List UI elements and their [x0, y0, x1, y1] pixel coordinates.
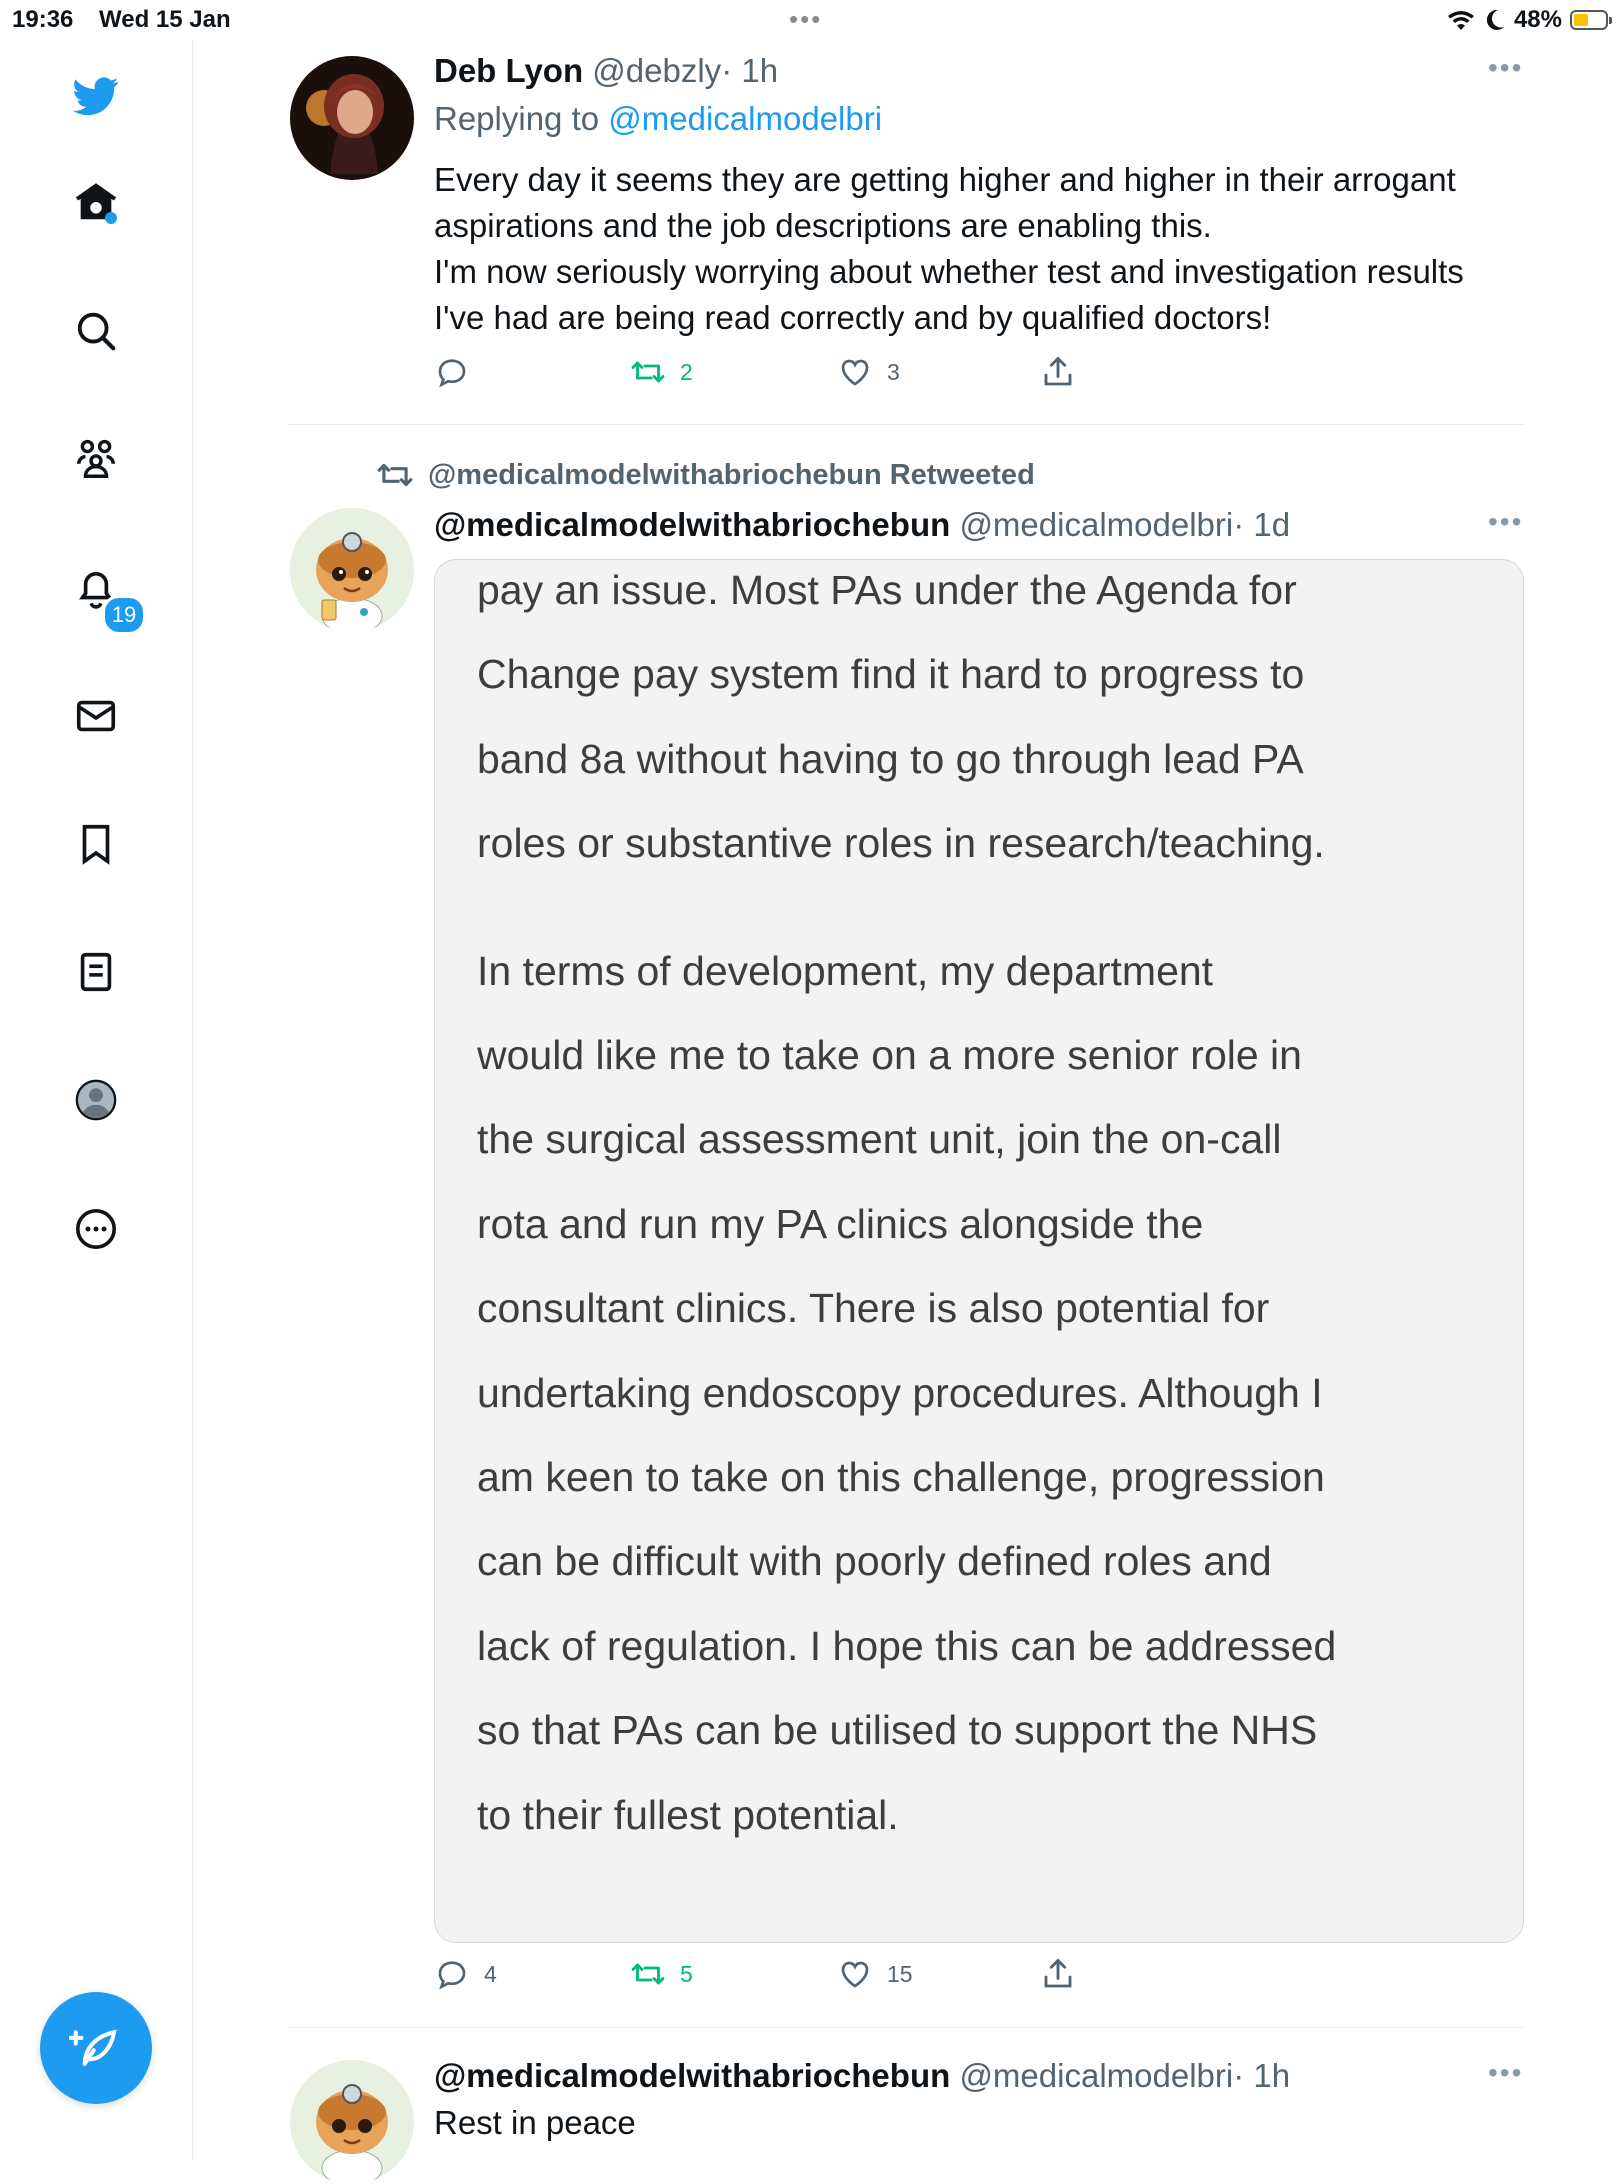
retweeted-by-label[interactable]: @medicalmodelwithabriochebun Retweeted — [428, 458, 1035, 491]
lists-icon — [73, 949, 119, 995]
status-indicators — [1446, 6, 1608, 34]
bookmarks-icon — [73, 821, 119, 867]
messages-icon — [73, 693, 119, 739]
retweeted-by — [376, 456, 1035, 494]
image-text-line: Change pay system find it hard to progress to — [477, 651, 1305, 698]
reply-icon — [434, 354, 470, 390]
like-button[interactable] — [837, 1956, 913, 1992]
retweet-icon — [630, 1956, 666, 1992]
share-button[interactable] — [1040, 354, 1076, 390]
reply-icon — [434, 1956, 470, 1992]
reply-button[interactable] — [434, 354, 484, 390]
nav-profile[interactable] — [68, 1072, 124, 1128]
unread-dot — [105, 212, 117, 224]
tweet-header — [434, 2057, 1290, 2095]
avatar[interactable] — [290, 56, 414, 180]
status-date: Wed 15 Jan — [99, 6, 231, 33]
tweet-text-line: I've had are being read correctly and by qualified doctors! — [434, 299, 1272, 336]
battery-percent: 48% — [1513, 6, 1562, 33]
avatar[interactable] — [290, 2060, 414, 2184]
tweet-more-icon[interactable]: ••• — [1488, 2057, 1524, 2088]
handle[interactable]: @medicalmodelbri — [959, 506, 1234, 543]
battery-icon — [1570, 10, 1608, 30]
share-icon — [1040, 354, 1076, 390]
tweet-text: Rest in peace — [434, 2104, 636, 2141]
retweet-button[interactable] — [630, 354, 693, 390]
nav-bookmarks[interactable] — [68, 816, 124, 872]
multitasking-dots-icon[interactable]: ••• — [789, 4, 823, 34]
paragraph-gap — [477, 886, 1487, 929]
image-text-line: rota and run my PA clinics alongside the — [477, 1200, 1204, 1247]
retweet-icon — [630, 354, 666, 390]
image-text-line: can be difficult with poorly defined roles and — [477, 1538, 1272, 1585]
tweet-text-line: aspirations and the job descriptions are enabling this. — [434, 207, 1212, 244]
replying-to — [434, 100, 882, 138]
more-icon — [73, 1206, 119, 1252]
nav-messages[interactable] — [68, 688, 124, 744]
image-text-line: pay an issue. Most PAs under the Agenda for — [477, 567, 1297, 613]
share-icon — [1040, 1956, 1076, 1992]
retweet-count: 5 — [680, 1960, 693, 1987]
status-time: 19:36 — [12, 6, 74, 33]
tweet-more-icon[interactable]: ••• — [1488, 52, 1524, 83]
profile-icon — [73, 1077, 119, 1123]
retweet-button[interactable] — [630, 1956, 693, 1992]
image-text-line: so that PAs can be utilised to support the NHS — [477, 1707, 1318, 1754]
tweet-divider — [288, 424, 1524, 425]
timestamp[interactable]: · 1h — [1233, 2057, 1291, 2094]
replying-handle-link[interactable]: @medicalmodelbri — [608, 100, 883, 137]
status-bar — [0, 0, 1620, 40]
heart-icon — [837, 1956, 873, 1992]
image-text-line: band 8a without having to go through lead PA — [477, 735, 1304, 782]
timestamp[interactable]: · 1d — [1233, 506, 1291, 543]
handle[interactable]: @debzly — [592, 52, 722, 89]
moon-icon — [1484, 8, 1506, 32]
tweet-text-line: I'm now seriously worrying about whether test and investigation results — [434, 253, 1464, 290]
image-text-line: am keen to take on this challenge, progression — [477, 1454, 1325, 1501]
avatar[interactable] — [290, 508, 414, 632]
like-count: 3 — [887, 358, 900, 385]
heart-icon — [837, 354, 873, 390]
share-button[interactable] — [1040, 1956, 1076, 1992]
tweet-image[interactable] — [434, 559, 1524, 1943]
display-name[interactable]: Deb Lyon — [434, 52, 584, 89]
image-text-line: the surgical assessment unit, join the on-call — [477, 1116, 1282, 1163]
compose-button[interactable] — [40, 1992, 152, 2104]
image-text-line: would like me to take on a more senior role in — [477, 1032, 1302, 1079]
nav-communities[interactable] — [68, 431, 124, 487]
timestamp[interactable]: · 1h — [721, 52, 779, 89]
image-text-line: undertaking endoscopy procedures. Although I — [477, 1369, 1323, 1416]
search-icon — [73, 308, 119, 354]
reply-count: 4 — [484, 1960, 497, 1987]
communities-icon — [73, 436, 119, 482]
wifi-icon — [1446, 8, 1476, 32]
image-text-line: In terms of development, my department — [477, 947, 1214, 994]
display-name[interactable]: @medicalmodelwithabriochebun — [434, 2057, 951, 2094]
compose-icon — [69, 2021, 123, 2075]
image-text — [477, 559, 1487, 1857]
tweet-actions — [434, 354, 1094, 400]
nav-lists[interactable] — [68, 944, 124, 1000]
reply-button[interactable] — [434, 1956, 497, 1992]
tweet-divider — [288, 2027, 1524, 2028]
image-text-line: roles or substantive roles in research/teaching. — [477, 820, 1325, 867]
tweet-header — [434, 506, 1290, 544]
image-text-line: to their fullest potential. — [477, 1791, 899, 1838]
tweet-actions — [434, 1956, 1094, 2002]
display-name[interactable]: @medicalmodelwithabriochebun — [434, 506, 951, 543]
retweet-count: 2 — [680, 358, 693, 385]
tweet-more-icon[interactable]: ••• — [1488, 506, 1524, 537]
like-button[interactable] — [837, 354, 900, 390]
tweet-text-line: Every day it seems they are getting higher and higher in their arrogant — [434, 161, 1456, 198]
image-text-line: lack of regulation. I hope this can be addressed — [477, 1622, 1337, 1669]
nav-more[interactable] — [68, 1201, 124, 1257]
image-text-line: consultant clinics. There is also potential for — [477, 1285, 1270, 1332]
notifications-badge: 19 — [102, 595, 146, 635]
like-count: 15 — [887, 1960, 913, 1987]
tweet-text — [434, 157, 1524, 341]
handle[interactable]: @medicalmodelbri — [959, 2057, 1234, 2094]
retweet-icon — [376, 456, 414, 494]
replying-label: Replying to — [434, 100, 600, 137]
twitter-bird-icon[interactable] — [68, 68, 124, 124]
tweet-header — [434, 52, 778, 90]
nav-explore[interactable] — [68, 303, 124, 359]
sidebar-nav — [0, 40, 193, 2160]
